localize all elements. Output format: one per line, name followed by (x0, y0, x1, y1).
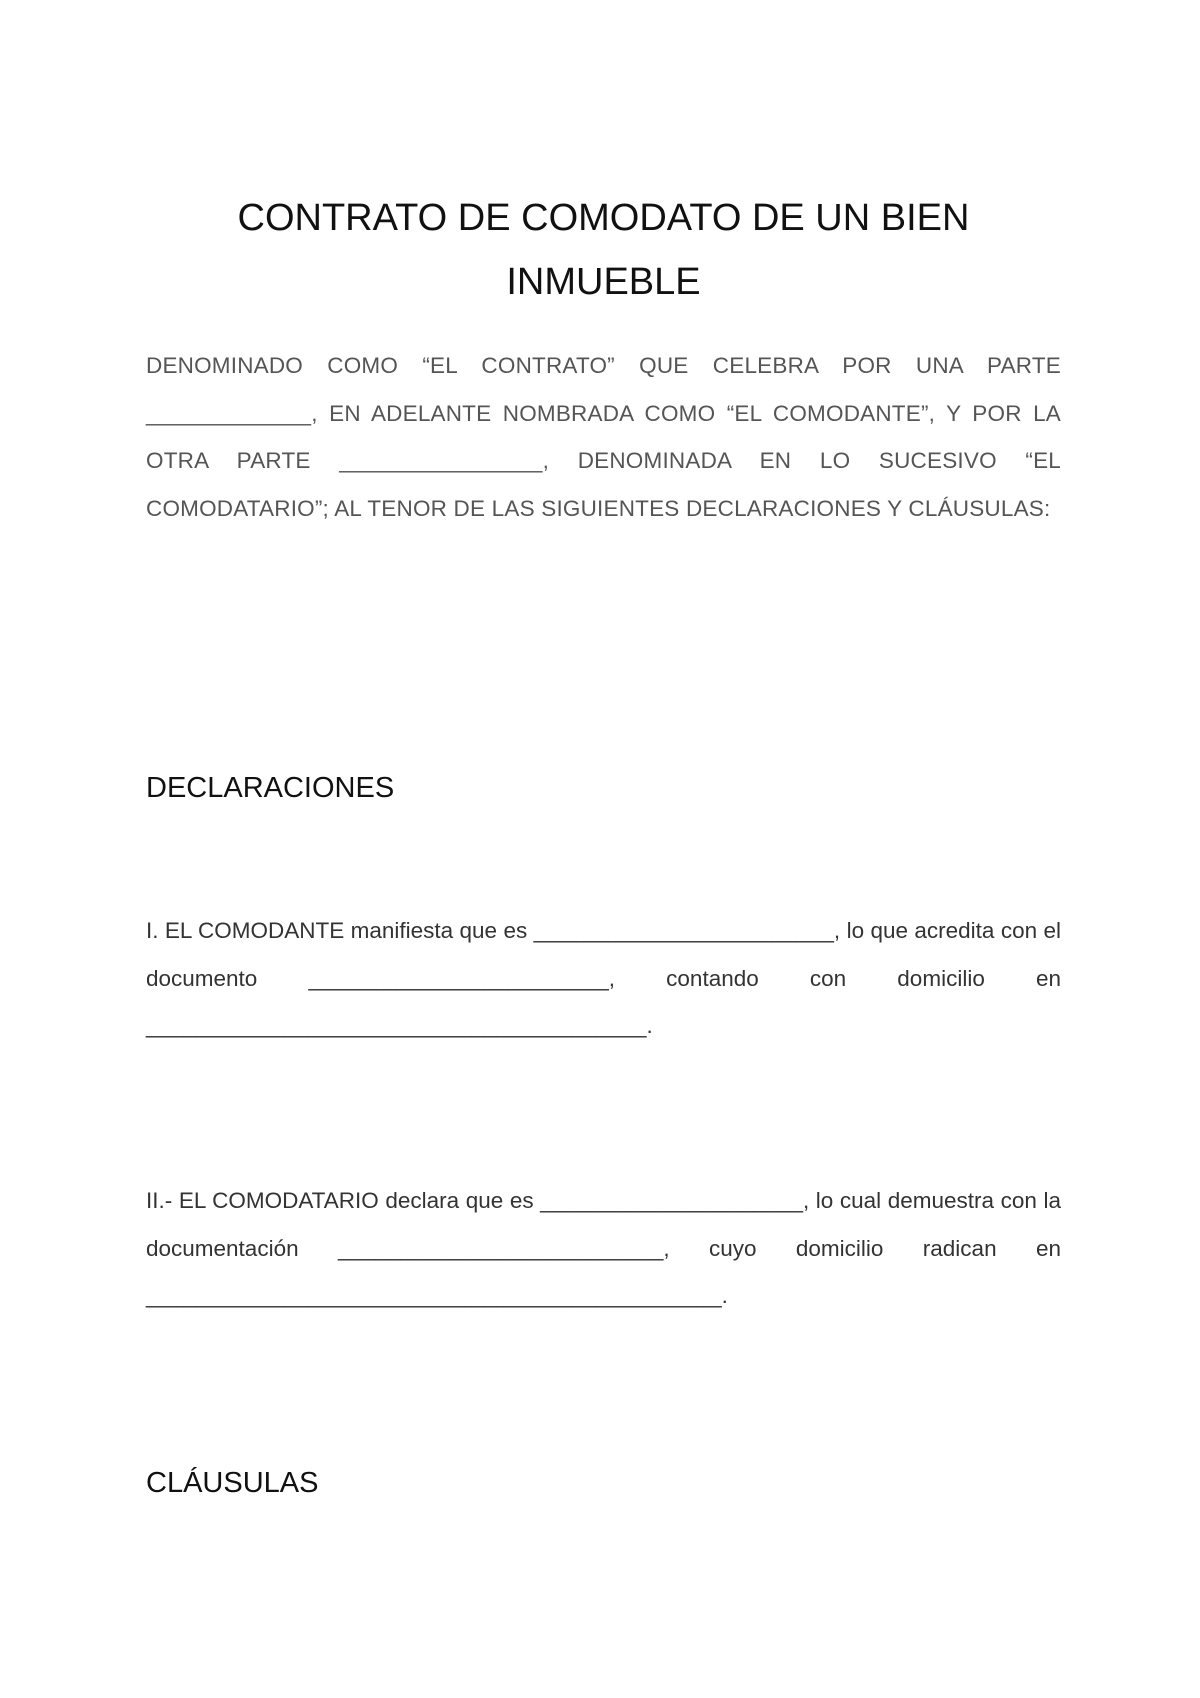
intro-paragraph: DENOMINADO COMO “EL CONTRATO” QUE CELEBRA POR UNA PARTE _____________, EN ADELANTE NOMBRADA COMO “EL COMODANTE”, Y POR LA OTRA PARTE ________________, DENOMINADA EN LO SUCESIVO “EL COMODATARIO”; AL TENOR DE LAS SIGUIENTES DECLARACIONES Y CLÁUSULAS: (146, 353, 1061, 521)
declarations-heading: DECLARACIONES (146, 772, 395, 804)
declaration-2: II.- EL COMODATARIO declara que es _____________________, lo cual demuestra con la documentación __________________________, cuyo domicilio radican en ______________________________________________. (146, 1188, 1061, 1308)
document-title: CONTRATO DE COMODATO DE UN BIEN INMUEBLE (237, 197, 970, 303)
clauses-heading: CLÁUSULAS (146, 1467, 319, 1499)
declaration-1: I. EL COMODANTE manifiesta que es ________________________, lo que acredita con el documento ________________________, contando con domicilio en ________________________________________. (146, 918, 1061, 1038)
